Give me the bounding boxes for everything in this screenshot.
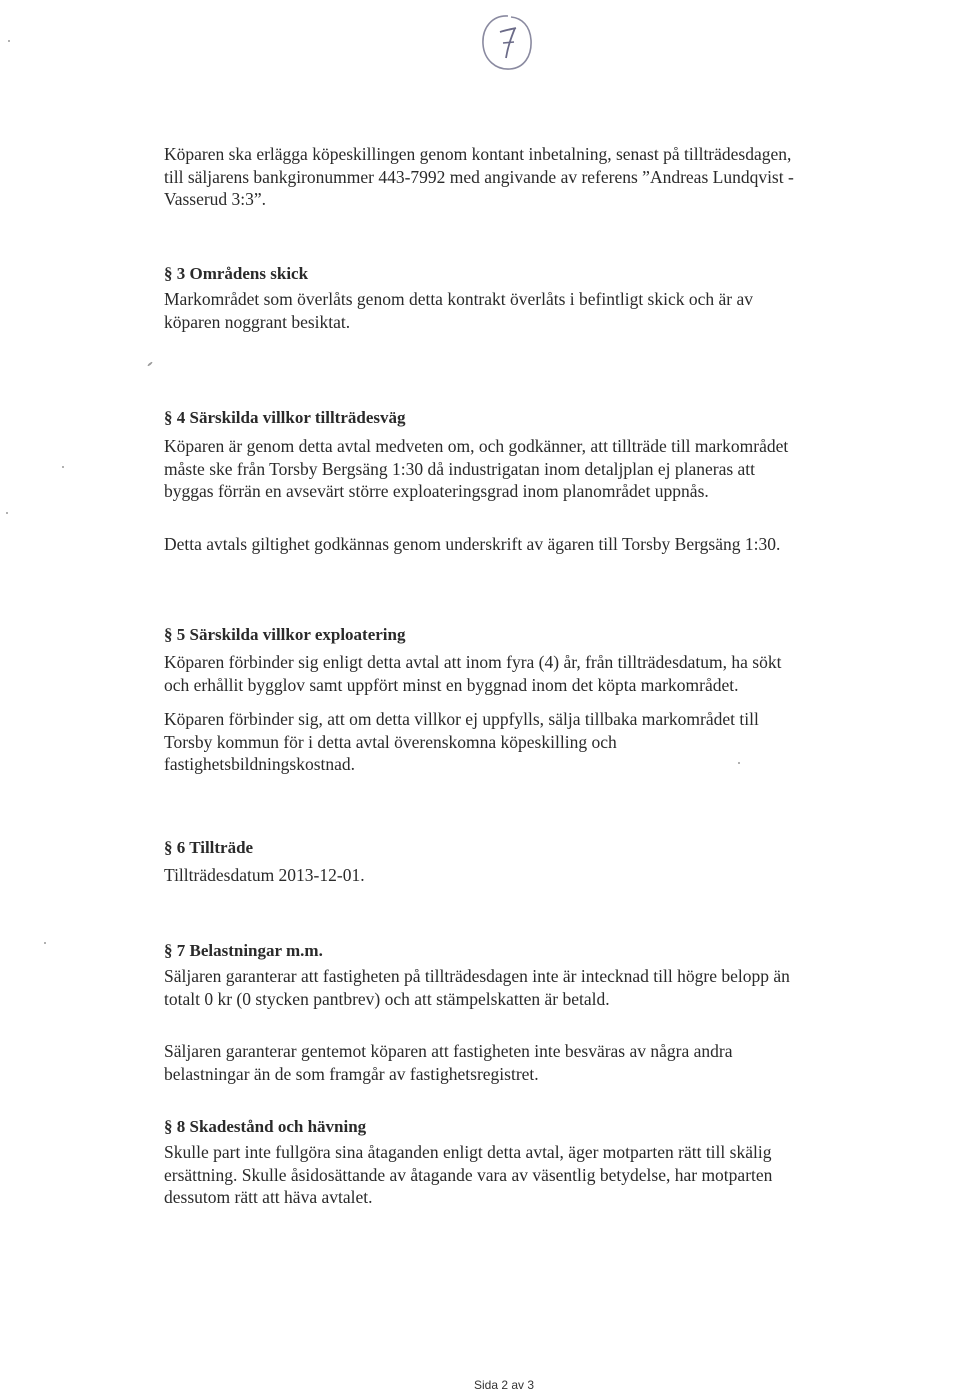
- section-8-line: ersättning. Skulle åsidosättande av åtagande vara av väsentlig betydelse, har motparten: [164, 1164, 773, 1185]
- section-7-line: totalt 0 kr (0 stycken pantbrev) och att stämpelskatten är betald.: [164, 988, 610, 1009]
- section-7-line: Säljaren garanterar gentemot köparen att fastigheten inte besväras av några andra: [164, 1041, 733, 1061]
- section-5-line: Köparen förbinder sig, att om detta villkor ej uppfylls, sälja tillbaka markområdet till: [164, 709, 759, 729]
- section-7-line: belastningar än de som framgår av fastighetsregistret.: [164, 1063, 539, 1084]
- section-7: [164, 940, 864, 1085]
- payment-line: Vasserud 3:3”.: [164, 189, 267, 209]
- section-4: [164, 407, 864, 555]
- section-8: [164, 1116, 864, 1209]
- section-4-line: Köparen är genom detta avtal medveten om, och godkänner, att tillträde till markområdet: [164, 436, 789, 456]
- scan-speck: [62, 466, 64, 468]
- scan-speck: [147, 361, 153, 366]
- section-5-line: fastighetsbildningskostnad.: [164, 754, 356, 774]
- section-4-validity: Detta avtals giltighet godkännas genom underskrift av ägaren till Torsby Bergsäng 1:30.: [164, 533, 781, 554]
- payment-paragraph: [164, 143, 864, 211]
- page-footer: Sida 2 av 3: [473, 1378, 535, 1392]
- section-3: [164, 263, 864, 333]
- section-6-line: Tillträdesdatum 2013-12-01.: [164, 865, 365, 885]
- section-6: [164, 837, 864, 887]
- section-8-line: Skulle part inte fullgöra sina åtaganden enligt detta avtal, äger motparten rätt till skälig: [164, 1142, 772, 1162]
- section-8-heading: § 8 Skadestånd och hävning: [164, 1117, 367, 1136]
- scan-speck: [44, 942, 46, 944]
- section-7-heading: § 7 Belastningar m.m.: [164, 941, 323, 960]
- section-4-heading: § 4 Särskilda villkor tillträdesväg: [164, 408, 406, 427]
- scan-speck: [8, 40, 10, 42]
- section-5-line: Köparen förbinder sig enligt detta avtal att inom fyra (4) år, från tillträdesdatum, ha sökt: [164, 652, 782, 672]
- scan-speck: [738, 762, 740, 764]
- section-3-line: Markområdet som överlåts genom detta kontrakt överlåts i befintligt skick och är av: [164, 289, 754, 309]
- section-4-line: måste ske från Torsby Bergsäng 1:30 då industrigatan inom detaljplan ej planeras att: [164, 458, 756, 479]
- section-7-line: Säljaren garanterar att fastigheten på tillträdesdagen inte är intecknad till högre belopp än: [164, 966, 790, 986]
- stamp-number: 7: [478, 12, 479, 13]
- section-6-heading: § 6 Tillträde: [164, 838, 254, 857]
- section-5-line: och erhållit bygglov samt uppfört minst en byggnad inom det köpta markområdet.: [164, 674, 739, 695]
- payment-line: till säljarens bankgironummer 443-7992 med angivande av referens ”Andreas Lundqvist -: [164, 166, 794, 187]
- section-4-line: byggas förrän en avsevärt större exploateringsgrad inom planområdet uppnås.: [164, 481, 709, 501]
- section-8-line: dessutom rätt att häva avtalet.: [164, 1187, 373, 1207]
- section-5: [164, 624, 864, 776]
- scan-speck: [6, 512, 8, 514]
- section-5-line: Torsby kommun för i detta avtal överenskomna köpeskilling och: [164, 731, 617, 752]
- section-5-heading: § 5 Särskilda villkor exploatering: [164, 625, 406, 644]
- section-3-line: köparen noggrant besiktat.: [164, 311, 351, 332]
- handwritten-page-number-stamp: [478, 12, 536, 74]
- section-3-heading: § 3 Områdens skick: [164, 264, 309, 283]
- payment-line: Köparen ska erlägga köpeskillingen genom kontant inbetalning, senast på tillträdesdagen,: [164, 144, 792, 164]
